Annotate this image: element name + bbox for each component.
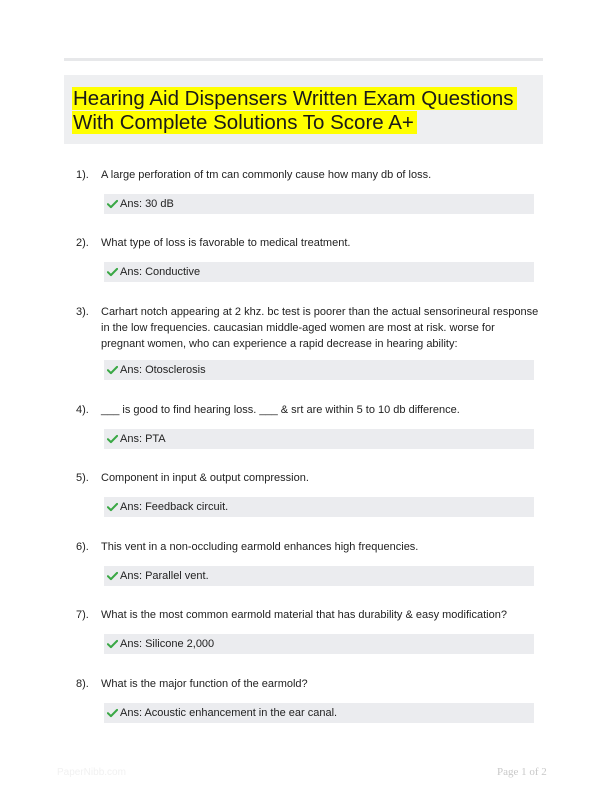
question-number: 8). [76,678,89,690]
answer-box [104,634,534,654]
page-number: Page 1 of 2 [497,766,547,778]
title-line-2-text: With Complete Solutions To Score A+ [72,111,417,134]
question-number: 5). [76,472,89,484]
check-icon [107,434,118,444]
check-icon [107,708,118,718]
answer-box [104,497,534,517]
answer-text: Ans: Parallel vent. [120,570,209,582]
footer-watermark: PaperNibb.com [57,767,126,778]
answer-box [104,429,534,449]
question-number: 7). [76,609,89,621]
question-number: 4). [76,404,89,416]
title-line-1 [72,87,517,111]
question-text: What is the most common earmold material that has durability & easy modification? [101,609,507,621]
answer-text: Ans: 30 dB [120,198,174,210]
check-icon [107,639,118,649]
title-line-2 [72,111,417,135]
answer-box [104,703,534,723]
answer-text: Ans: PTA [120,433,166,445]
answer-box [104,360,534,380]
title-box [64,75,543,144]
check-icon [107,267,118,277]
check-icon [107,502,118,512]
answer-box [104,262,534,282]
check-icon [107,571,118,581]
answer-box [104,566,534,586]
question-number: 3). [76,306,89,318]
question-text: Carhart notch appearing at 2 khz. bc test is poorer than the actual sensorineural response in the low frequencies. caucasian middle-aged women are most at risk. worse for pregnant women, who can experience a rapid decrease in hearing ability: [101,306,539,350]
question-text: What is the major function of the earmold? [101,678,308,690]
question-text: ___ is good to find hearing loss. ___ & srt are within 5 to 10 db difference. [101,404,460,416]
answer-text: Ans: Otosclerosis [120,364,206,376]
answer-text: Ans: Feedback circuit. [120,501,229,513]
check-icon [107,365,118,375]
question-text: A large perforation of tm can commonly cause how many db of loss. [101,169,432,181]
title-line-1-text: Hearing Aid Dispensers Written Exam Questions [72,87,517,110]
answer-text: Ans: Conductive [120,266,201,278]
answer-text: Ans: Acoustic enhancement in the ear canal. [120,707,338,719]
answer-box [104,194,534,214]
top-rule [64,58,543,61]
question-text: This vent in a non-occluding earmold enhances high frequencies. [101,541,419,553]
question-number: 2). [76,237,89,249]
answer-text: Ans: Silicone 2,000 [120,638,215,650]
question-number: 6). [76,541,89,553]
question-text: Component in input & output compression. [101,472,309,484]
question-number: 1). [76,169,89,181]
check-icon [107,199,118,209]
question-text: What type of loss is favorable to medical treatment. [101,237,351,249]
